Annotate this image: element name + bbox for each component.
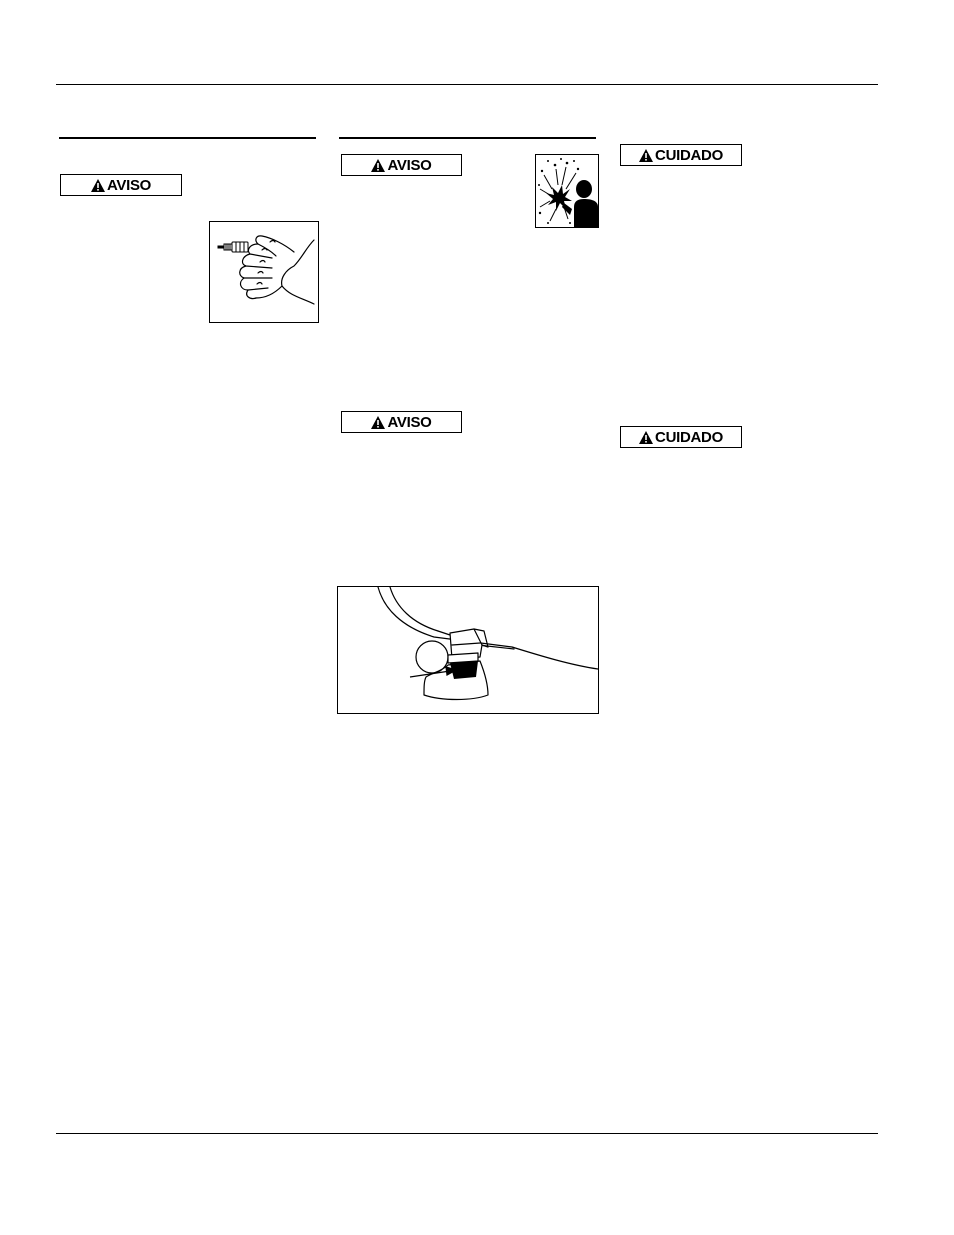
aviso-badge-column-2-top <box>341 154 462 176</box>
warning-triangle-icon <box>371 416 385 429</box>
warning-triangle-icon <box>639 149 653 162</box>
cuidado-badge-top <box>620 144 742 166</box>
warning-triangle-icon <box>371 159 385 172</box>
cuidado-badge-bottom <box>620 426 742 448</box>
column-1-section-rule <box>59 137 316 139</box>
cuidado-label: CUIDADO <box>655 146 723 164</box>
aviso-badge-column-1 <box>60 174 182 196</box>
column-2-section-rule <box>339 137 596 139</box>
aviso-label: AVISO <box>387 156 432 174</box>
aviso-label: AVISO <box>387 413 432 431</box>
hand-holding-spark-plug-illustration <box>209 221 319 323</box>
explosion-hazard-pictogram <box>535 154 599 228</box>
header-rule <box>56 84 878 85</box>
warning-triangle-icon <box>639 431 653 444</box>
aviso-label: AVISO <box>106 176 152 194</box>
tank-drain-valve-illustration <box>337 586 599 714</box>
aviso-badge-column-2-middle <box>341 411 462 433</box>
cuidado-label: CUIDADO <box>655 428 723 446</box>
footer-rule <box>56 1133 878 1134</box>
warning-triangle-icon <box>91 179 105 192</box>
